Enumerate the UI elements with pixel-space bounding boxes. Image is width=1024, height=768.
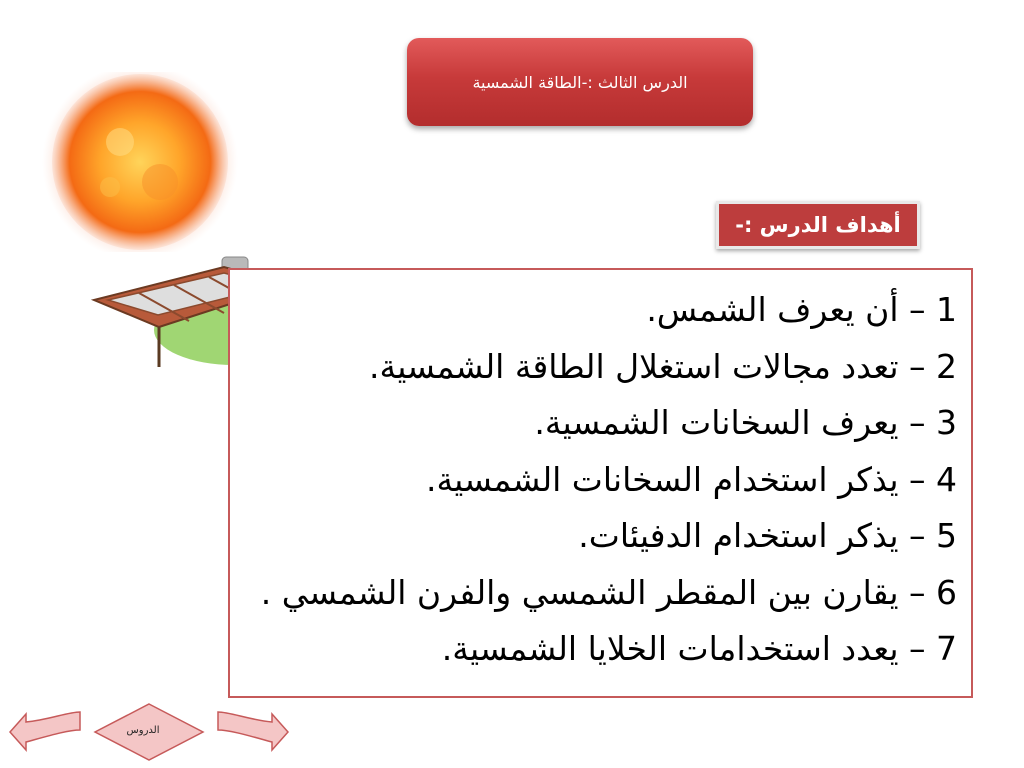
goals-list [261, 282, 957, 678]
goal-item: 5 – يذكر استخدام الدفيئات. [578, 516, 957, 555]
sun-image [40, 72, 240, 252]
goal-item: 1 – أن يعرف الشمس. [646, 290, 957, 329]
goals-header [716, 201, 920, 249]
lessons-label[interactable]: الدروس [126, 724, 160, 736]
goal-item: 3 – يعرف السخانات الشمسية. [534, 403, 957, 442]
goals-header-label: أهداف الدرس :- [735, 213, 901, 237]
page-title: الدرس الثالث :-الطاقة الشمسية [472, 72, 688, 92]
goal-item: 7 – يعدد استخدامات الخلايا الشمسية. [441, 629, 957, 668]
forward-arrow-button[interactable] [218, 712, 288, 750]
goal-item: 4 – يذكر استخدام السخانات الشمسية. [425, 459, 957, 499]
back-arrow-button[interactable] [10, 712, 80, 750]
goal-item: 6 – يقارن بين المقطر الشمسي والفرن الشمسي . [260, 572, 957, 612]
title-banner [407, 38, 753, 126]
goal-item: 2 – تعدد مجالات استغلال الطاقة الشمسية. [369, 346, 957, 386]
goals-box [228, 268, 973, 698]
